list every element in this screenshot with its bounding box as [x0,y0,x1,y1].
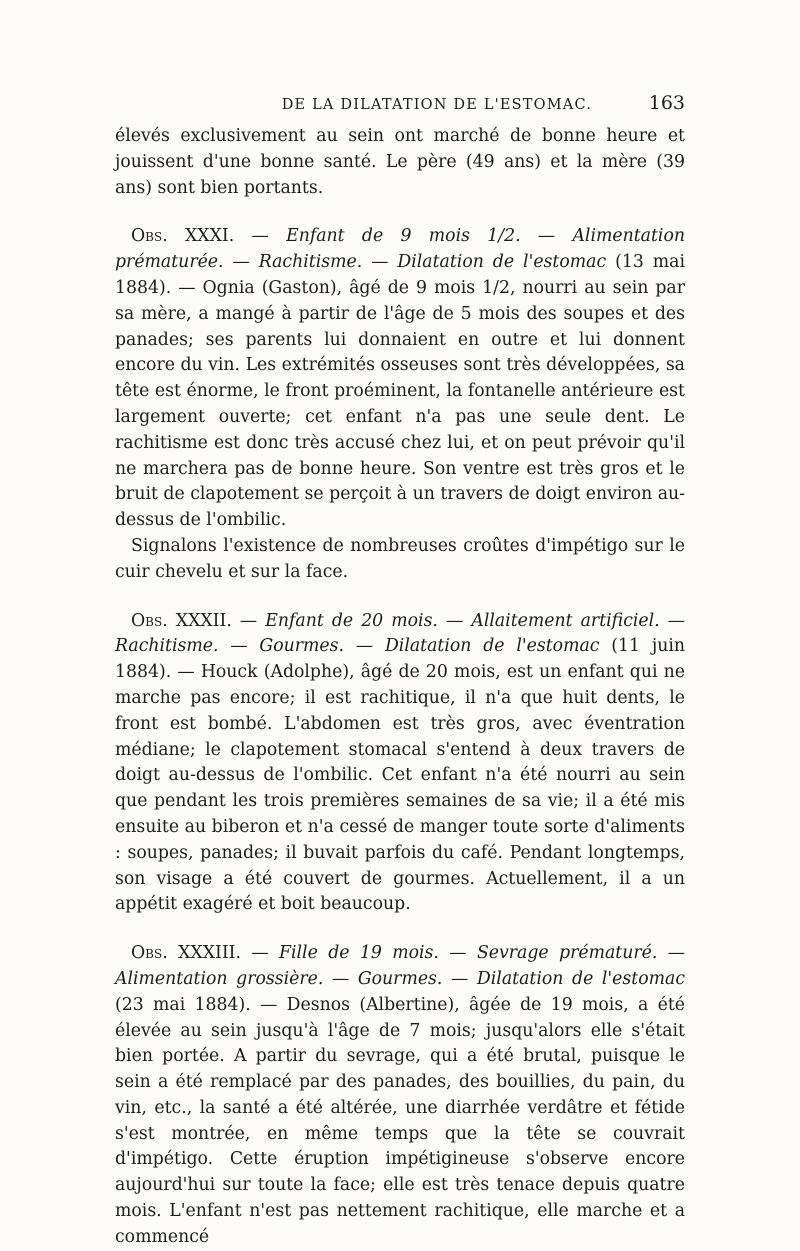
obs-32-separator: — [231,610,266,631]
obs-33-body: Desnos (Albertine), âgée de 19 mois, a été élevée au sein jusqu'à l'âge de 7 mois; jusqu'alors elle s'était bien portée. A partir du sevrage, qui a été brutal, puisque le sein a été remplacé par des panades, des bouillies, du pain, du vin, etc., la santé a été altérée, une diarrhée verdâtre et fétide s'est montrée, en même temps que la tête se couvrait d'impétigo. Cette éruption impétigineuse s'observe encore aujourd'hui sur toute la face; elle est très tenace depuis quatre mois. L'enfant n'est pas nettement rachitique, elle marche et a commencé [115,994,685,1247]
obs-31-separator: — [234,226,287,247]
obs-32-date: (11 juin 1884). — [115,636,685,683]
obs-32-body: Houck (Adolphe), âgé de 20 mois, est un enfant qui ne marche pas encore; il est rachitique, il n'a que huit dents, le front est bombé. L'abdomen est très gros, avec éventration médiane; le clapotement stomacal s'entend à deux travers de doigt au-dessus de l'ombilic. Cet enfant n'a été nourri au sein que pendant les trois premières semaines de sa vie; il a été mis ensuite au biberon et n'a cessé de manger toute sorte d'aliments : soupes, panades; il buvait parfois du café. Pendant longtemps, son visage a été couvert de gourmes. Actuellement, il a un appétit exagéré et boit beaucoup. [115,662,686,915]
obs-32-label: Obs. XXXII. [131,610,232,631]
observation-33 [115,941,685,1251]
obs-31-body: Ognia (Gaston), âgé de 9 mois 1/2, nourri au sein par sa mère, a mangé à partir de l'âge de 5 mois des soupes et des panades; ses parents lui donnaient en outre et lui donnent encore du vin. Les extrémités osseuses sont très développées, sa tête est énorme, le front proéminent, la fontanelle antérieure est largement ouverte; cet enfant n'a pas une seule dent. Le rachitisme est donc très accusé chez lui, et on peut prévoir qu'il ne marchera pas de bonne heure. Son ventre est très gros et le bruit de clapotement se perçoit à un travers de doigt environ au-dessus de l'ombilic. [115,277,685,531]
observation-31-paragraph-2: Signalons l'existence de nombreuses croûtes d'impétigo sur le cuir chevelu et sur la face. [115,535,685,582]
obs-33-label: Obs. XXXIII. [131,943,241,964]
obs-31-date: (13 mai 1884). — [115,252,685,298]
observation-31 [115,224,685,534]
obs-32-heading: Enfant de 20 mois. — Allaitement artificiel. — Rachitisme. — Gourmes. — Dilatation de l'estomac [115,610,685,657]
running-title: DE LA DILATATION DE L'ESTOMAC. [281,97,593,113]
obs-33-heading: Fille de 19 mois. — Sevrage prématuré. — Alimentation grossière. — Gourmes. — Dilatation de l'estomac [115,943,685,989]
book-page [115,92,685,1251]
obs-31-heading: Enfant de 9 mois 1/2. — Alimentation prématurée. — Rachitisme. — Dilatation de l'estomac [115,226,685,273]
page-number: 163 [648,92,685,114]
obs-33-separator: — [240,943,280,964]
observation-32 [115,609,685,919]
obs-31-label: Obs. XXXI. [131,226,235,247]
continuation-paragraph: élevés exclusivement au sein ont marché de bonne heure et jouissent d'une bonne santé. Le père (49 ans) et la mère (39 ans) sont bien portants. [115,126,685,198]
obs-33-date: (23 mai 1884). — [115,994,287,1015]
page-header [115,92,685,118]
